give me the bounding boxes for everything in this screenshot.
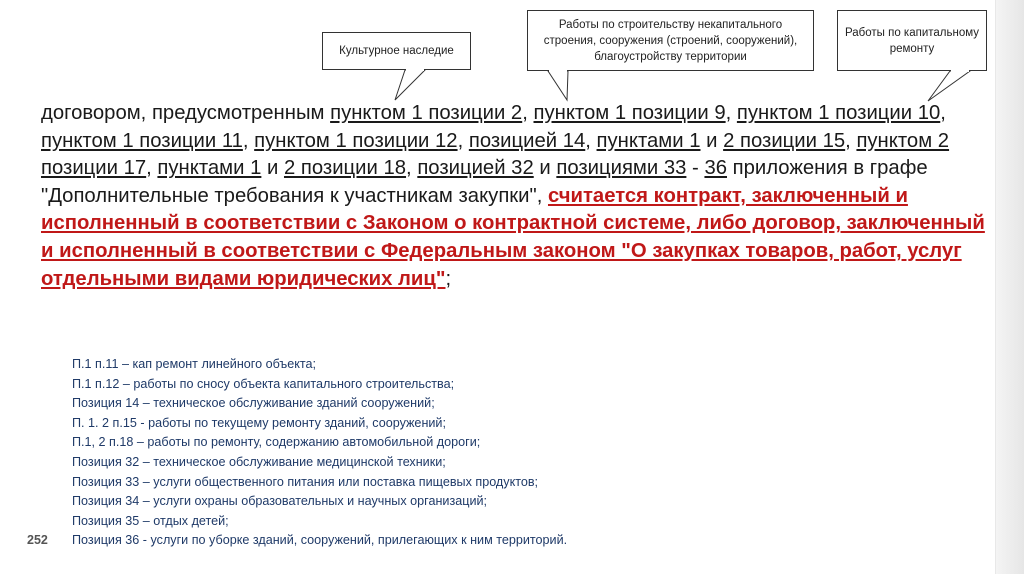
- callout-heritage: [322, 32, 471, 70]
- main-paragraph: [41, 100, 991, 293]
- text-fragment: ,: [522, 102, 534, 124]
- text-fragment: ,: [725, 102, 737, 124]
- text-fragment: ;: [445, 267, 452, 290]
- slide-right-edge: [995, 0, 1024, 574]
- callout-heritage-text: Культурное наследие: [339, 45, 454, 57]
- text-fragment: и: [261, 157, 284, 180]
- link-p1-pos2[interactable]: пунктом 1 позиции 2: [330, 102, 523, 124]
- link-pos33[interactable]: позициями 33: [556, 157, 687, 180]
- text-fragment: ,: [457, 129, 469, 152]
- link-pos36[interactable]: 36: [704, 157, 727, 180]
- callout-capital-repair-pointer: [920, 70, 980, 104]
- note-item: П.1, 2 п.18 – работы по ремонту, содержанию автомобильной дороги;: [72, 435, 481, 450]
- callout-capital-repair-text: Работы по капитальному ремонту: [844, 26, 980, 55]
- text-fragment: ,: [940, 102, 946, 124]
- text-fragment: ,: [845, 129, 857, 152]
- callout-noncapital: [527, 10, 814, 71]
- position-notes-list: [72, 355, 872, 551]
- link-pos14[interactable]: позицией 14: [468, 129, 586, 152]
- note-item: Позиция 35 – отдых детей;: [72, 513, 229, 528]
- note-item: Позиция 14 – техническое обслуживание зданий сооружений;: [72, 396, 435, 411]
- text-fragment: -: [686, 157, 705, 180]
- link-p1-pos15[interactable]: пунктами 1: [596, 129, 701, 152]
- link-p1-pos11[interactable]: пунктом 1 позиции 11: [41, 129, 243, 152]
- text-fragment: и: [700, 129, 724, 152]
- link-p1-pos9[interactable]: пунктом 1 позиции 9: [533, 102, 726, 124]
- note-item: П. 1. 2 п.15 - работы по текущему ремонту зданий, сооружений;: [72, 415, 446, 430]
- callout-noncapital-text: Работы по строительству некапитального строения, сооружения (строений, сооружений), благоустройству территории: [543, 18, 798, 63]
- link-pos32[interactable]: позицией 32: [417, 157, 534, 180]
- text-fragment: ,: [146, 157, 158, 180]
- note-item: Позиция 36 - услуги по уборке зданий, сооружений, прилегающих к ним территорий.: [72, 533, 568, 548]
- callout-noncapital-pointer: [540, 70, 590, 102]
- text-fragment: ,: [585, 129, 597, 152]
- link-p2-pos18[interactable]: 2 позиции 18: [283, 157, 407, 180]
- text-fragment: ,: [406, 157, 418, 180]
- link-p1-pos18[interactable]: пунктами 1: [157, 157, 262, 180]
- callout-heritage-pointer: [380, 69, 440, 103]
- text-fragment: и: [533, 157, 557, 180]
- highlighted-requirement: считается контракт, заключенный и исполненный в соответствии с Законом о контрактной системе, либо договор, заключенный и исполненный в соответствии с Федеральным законом "О закупках товаров, работ, услуг отдельными видами юридических лиц": [41, 184, 985, 290]
- note-item: Позиция 33 – услуги общественного питания или поставка пищевых продуктов;: [72, 474, 539, 489]
- link-p1-pos10[interactable]: пунктом 1 позиции 10: [736, 102, 941, 124]
- note-item: П.1 п.11 – кап ремонт линейного объекта;: [72, 357, 317, 371]
- note-item: Позиция 32 – техническое обслуживание медицинской техники;: [72, 454, 446, 469]
- note-item: Позиция 34 – услуги охраны образовательных и научных организаций;: [72, 494, 488, 509]
- callout-capital-repair: [837, 10, 987, 71]
- link-p1-pos12[interactable]: пунктом 1 позиции 12: [254, 129, 458, 152]
- page-number: 252: [27, 533, 48, 547]
- link-p2-pos15[interactable]: 2 позиции 15: [723, 129, 846, 152]
- text-fragment: договором, предусмотренным: [41, 102, 331, 124]
- text-fragment: ,: [242, 129, 255, 152]
- text-fragment: приложения в графе "Дополнительные требования к участникам закупки",: [41, 157, 928, 207]
- note-item: П.1 п.12 – работы по сносу объекта капитального строительства;: [72, 376, 455, 391]
- link-p2-pos17[interactable]: пунктом 2 позиции 17: [41, 129, 950, 180]
